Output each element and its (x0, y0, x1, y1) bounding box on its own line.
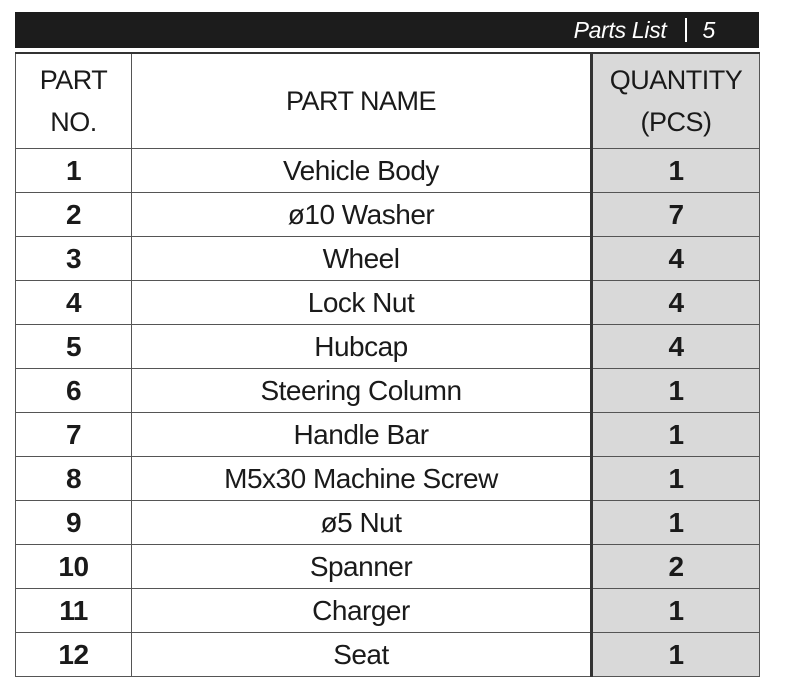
column-header-part-no (16, 53, 132, 149)
part-name-cell: ø5 Nut (132, 501, 592, 545)
section-header (574, 12, 715, 48)
table-row (16, 457, 760, 501)
quantity-cell: 1 (592, 589, 760, 633)
table-row (16, 633, 760, 677)
part-name-cell: Vehicle Body (132, 149, 592, 193)
part-number-cell: 3 (16, 237, 132, 281)
page-number: 5 (702, 17, 715, 43)
part-name-cell: Seat (132, 633, 592, 677)
table-row (16, 501, 760, 545)
part-name-cell: Wheel (132, 237, 592, 281)
table-row (16, 281, 760, 325)
column-header-quantity (592, 53, 760, 149)
quantity-cell: 1 (592, 501, 760, 545)
quantity-cell: 1 (592, 369, 760, 413)
part-number-cell: 10 (16, 545, 132, 589)
quantity-cell: 4 (592, 325, 760, 369)
part-no-header-line1: PART (39, 65, 108, 95)
quantity-header-line2: (PCS) (640, 107, 712, 137)
quantity-cell: 1 (592, 413, 760, 457)
table-row (16, 149, 760, 193)
table-row (16, 193, 760, 237)
quantity-cell: 1 (592, 457, 760, 501)
quantity-cell: 1 (592, 633, 760, 677)
table-row (16, 589, 760, 633)
section-header-bar (15, 12, 759, 48)
part-no-header-line2: NO. (50, 107, 97, 137)
part-number-cell: 12 (16, 633, 132, 677)
section-title: Parts List (573, 17, 667, 43)
table-row (16, 237, 760, 281)
part-name-cell: Spanner (132, 545, 592, 589)
part-number-cell: 4 (16, 281, 132, 325)
table-row (16, 545, 760, 589)
part-name-cell: Handle Bar (132, 413, 592, 457)
part-number-cell: 1 (16, 149, 132, 193)
part-number-cell: 11 (16, 589, 132, 633)
part-name-cell: M5x30 Machine Screw (132, 457, 592, 501)
part-number-cell: 5 (16, 325, 132, 369)
part-name-cell: Hubcap (132, 325, 592, 369)
quantity-cell: 4 (592, 281, 760, 325)
part-name-cell: ø10 Washer (132, 193, 592, 237)
part-number-cell: 9 (16, 501, 132, 545)
quantity-header-line1: QUANTITY (609, 65, 743, 95)
part-name-cell: Steering Column (132, 369, 592, 413)
column-header-part-name: PART NAME (132, 53, 592, 149)
part-name-cell: Charger (132, 589, 592, 633)
table-row (16, 413, 760, 457)
quantity-cell: 4 (592, 237, 760, 281)
part-number-cell: 7 (16, 413, 132, 457)
table-row (16, 369, 760, 413)
part-number-cell: 6 (16, 369, 132, 413)
part-number-cell: 8 (16, 457, 132, 501)
table-header-row (16, 53, 760, 149)
part-name-cell: Lock Nut (132, 281, 592, 325)
table-row (16, 325, 760, 369)
part-number-cell: 2 (16, 193, 132, 237)
quantity-cell: 1 (592, 149, 760, 193)
header-divider (685, 18, 687, 42)
quantity-cell: 7 (592, 193, 760, 237)
parts-table (15, 52, 760, 677)
quantity-cell: 2 (592, 545, 760, 589)
